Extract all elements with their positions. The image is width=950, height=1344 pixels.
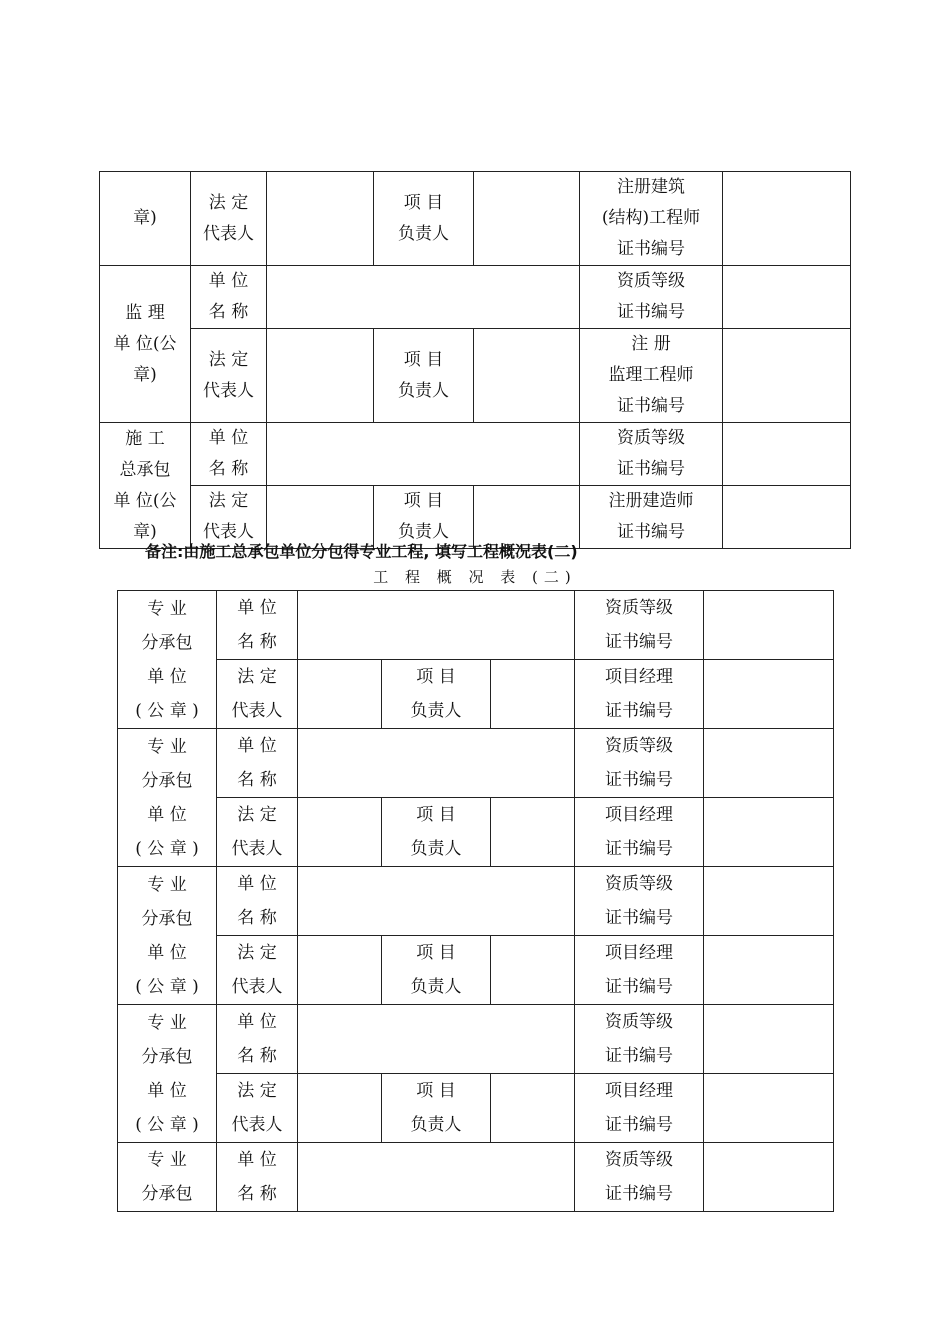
legal-rep-label: 法 定 代表人 xyxy=(191,329,267,423)
pm-cert-label: 项目经理 证书编号 xyxy=(575,1074,704,1143)
qualification-cert-value[interactable] xyxy=(723,266,851,329)
qualification-cert-value[interactable] xyxy=(723,423,851,486)
table-caption: 工 程 概 况 表 (二) xyxy=(373,568,577,586)
pm-cert-label: 项目经理 证书编号 xyxy=(575,660,704,729)
qualification-cert-label: 资质等级 证书编号 xyxy=(575,1005,704,1074)
table-row xyxy=(100,172,851,266)
unit-name-value[interactable] xyxy=(298,1005,575,1074)
builder-cert-value[interactable] xyxy=(723,486,851,549)
table-row xyxy=(118,660,834,729)
supervision-unit-label: 监 理 单 位(公 章) xyxy=(100,266,191,423)
subcontractor-unit-label: 专 业 分承包 单 位 ( 公 章 ) xyxy=(118,729,217,867)
unit-name-label: 单 位 名 称 xyxy=(217,867,298,936)
table-row xyxy=(118,1143,834,1212)
unit-name-value[interactable] xyxy=(298,867,575,936)
table-row xyxy=(118,798,834,867)
qualification-cert-value[interactable] xyxy=(704,591,834,660)
unit-name-label: 单 位 名 称 xyxy=(217,1005,298,1074)
unit-name-value[interactable] xyxy=(267,423,580,486)
legal-rep-label: 法 定 代表人 xyxy=(217,1074,298,1143)
unit-name-label: 单 位 名 称 xyxy=(217,729,298,798)
unit-name-value[interactable] xyxy=(298,591,575,660)
project-lead-label: 项 目 负责人 xyxy=(382,660,491,729)
subcontractor-unit-label: 专 业 分承包 单 位 ( 公 章 ) xyxy=(118,591,217,729)
subcontractor-unit-label: 专 业 分承包 xyxy=(118,1143,217,1212)
qualification-cert-label: 资质等级 证书编号 xyxy=(575,1143,704,1212)
qualification-cert-value[interactable] xyxy=(704,867,834,936)
qualification-cert-label: 资质等级 证书编号 xyxy=(580,266,723,329)
engineer-cert-value[interactable] xyxy=(723,172,851,266)
pm-cert-value[interactable] xyxy=(704,1074,834,1143)
unit-seal-label: 章) xyxy=(100,172,191,266)
qualification-cert-value[interactable] xyxy=(704,1143,834,1212)
pm-cert-label: 项目经理 证书编号 xyxy=(575,798,704,867)
unit-name-label: 单 位 名 称 xyxy=(191,266,267,329)
qualification-cert-value[interactable] xyxy=(704,1005,834,1074)
table-row xyxy=(118,867,834,936)
contractor-unit-label: 施 工 总承包 单 位(公 章) xyxy=(100,423,191,549)
table-row xyxy=(100,329,851,423)
qualification-cert-label: 资质等级 证书编号 xyxy=(575,867,704,936)
unit-name-label: 单 位 名 称 xyxy=(191,423,267,486)
legal-rep-value[interactable] xyxy=(298,798,382,867)
project-overview-table-1 xyxy=(99,171,851,549)
subcontractor-unit-label: 专 业 分承包 单 位 ( 公 章 ) xyxy=(118,867,217,1005)
table-row xyxy=(118,591,834,660)
project-lead-label: 项 目 负责人 xyxy=(382,936,491,1005)
legal-rep-label: 法 定 代表人 xyxy=(191,486,267,549)
project-lead-label: 项 目 负责人 xyxy=(374,172,474,266)
table-row xyxy=(118,1005,834,1074)
pm-cert-value[interactable] xyxy=(704,798,834,867)
qualification-cert-value[interactable] xyxy=(704,729,834,798)
builder-cert-label: 注册建造师 证书编号 xyxy=(580,486,723,549)
pm-cert-label: 项目经理 证书编号 xyxy=(575,936,704,1005)
project-lead-value[interactable] xyxy=(491,798,575,867)
legal-rep-value[interactable] xyxy=(298,1074,382,1143)
project-lead-label: 项 目 负责人 xyxy=(374,329,474,423)
table-row xyxy=(118,729,834,798)
unit-name-value[interactable] xyxy=(298,729,575,798)
table-row xyxy=(118,1074,834,1143)
unit-name-label: 单 位 名 称 xyxy=(217,1143,298,1212)
remark-note: 备注:由施工总承包单位分包得专业工程, 填写工程概况表(二) xyxy=(145,542,578,561)
project-lead-label: 项 目 负责人 xyxy=(374,486,474,549)
legal-rep-value[interactable] xyxy=(298,936,382,1005)
unit-name-label: 单 位 名 称 xyxy=(217,591,298,660)
engineer-cert-value[interactable] xyxy=(723,329,851,423)
engineer-cert-label: 注 册 监理工程师 证书编号 xyxy=(580,329,723,423)
unit-name-value[interactable] xyxy=(298,1143,575,1212)
table-row xyxy=(118,936,834,1005)
legal-rep-label: 法 定 代表人 xyxy=(217,660,298,729)
project-lead-value[interactable] xyxy=(474,329,580,423)
table-row xyxy=(100,266,851,329)
pm-cert-value[interactable] xyxy=(704,936,834,1005)
qualification-cert-label: 资质等级 证书编号 xyxy=(575,591,704,660)
legal-rep-value[interactable] xyxy=(267,329,374,423)
project-lead-value[interactable] xyxy=(474,172,580,266)
table-row xyxy=(100,423,851,486)
pm-cert-value[interactable] xyxy=(704,660,834,729)
project-lead-value[interactable] xyxy=(491,1074,575,1143)
legal-rep-value[interactable] xyxy=(298,660,382,729)
project-lead-value[interactable] xyxy=(491,660,575,729)
legal-rep-value[interactable] xyxy=(267,172,374,266)
legal-rep-label: 法 定 代表人 xyxy=(191,172,267,266)
legal-rep-label: 法 定 代表人 xyxy=(217,798,298,867)
subcontractor-unit-label: 专 业 分承包 单 位 ( 公 章 ) xyxy=(118,1005,217,1143)
project-lead-label: 项 目 负责人 xyxy=(382,1074,491,1143)
unit-name-value[interactable] xyxy=(267,266,580,329)
qualification-cert-label: 资质等级 证书编号 xyxy=(575,729,704,798)
legal-rep-label: 法 定 代表人 xyxy=(217,936,298,1005)
qualification-cert-label: 资质等级 证书编号 xyxy=(580,423,723,486)
engineer-cert-label: 注册建筑 (结构)工程师 证书编号 xyxy=(580,172,723,266)
project-overview-table-2 xyxy=(117,590,834,1212)
project-lead-label: 项 目 负责人 xyxy=(382,798,491,867)
project-lead-value[interactable] xyxy=(491,936,575,1005)
